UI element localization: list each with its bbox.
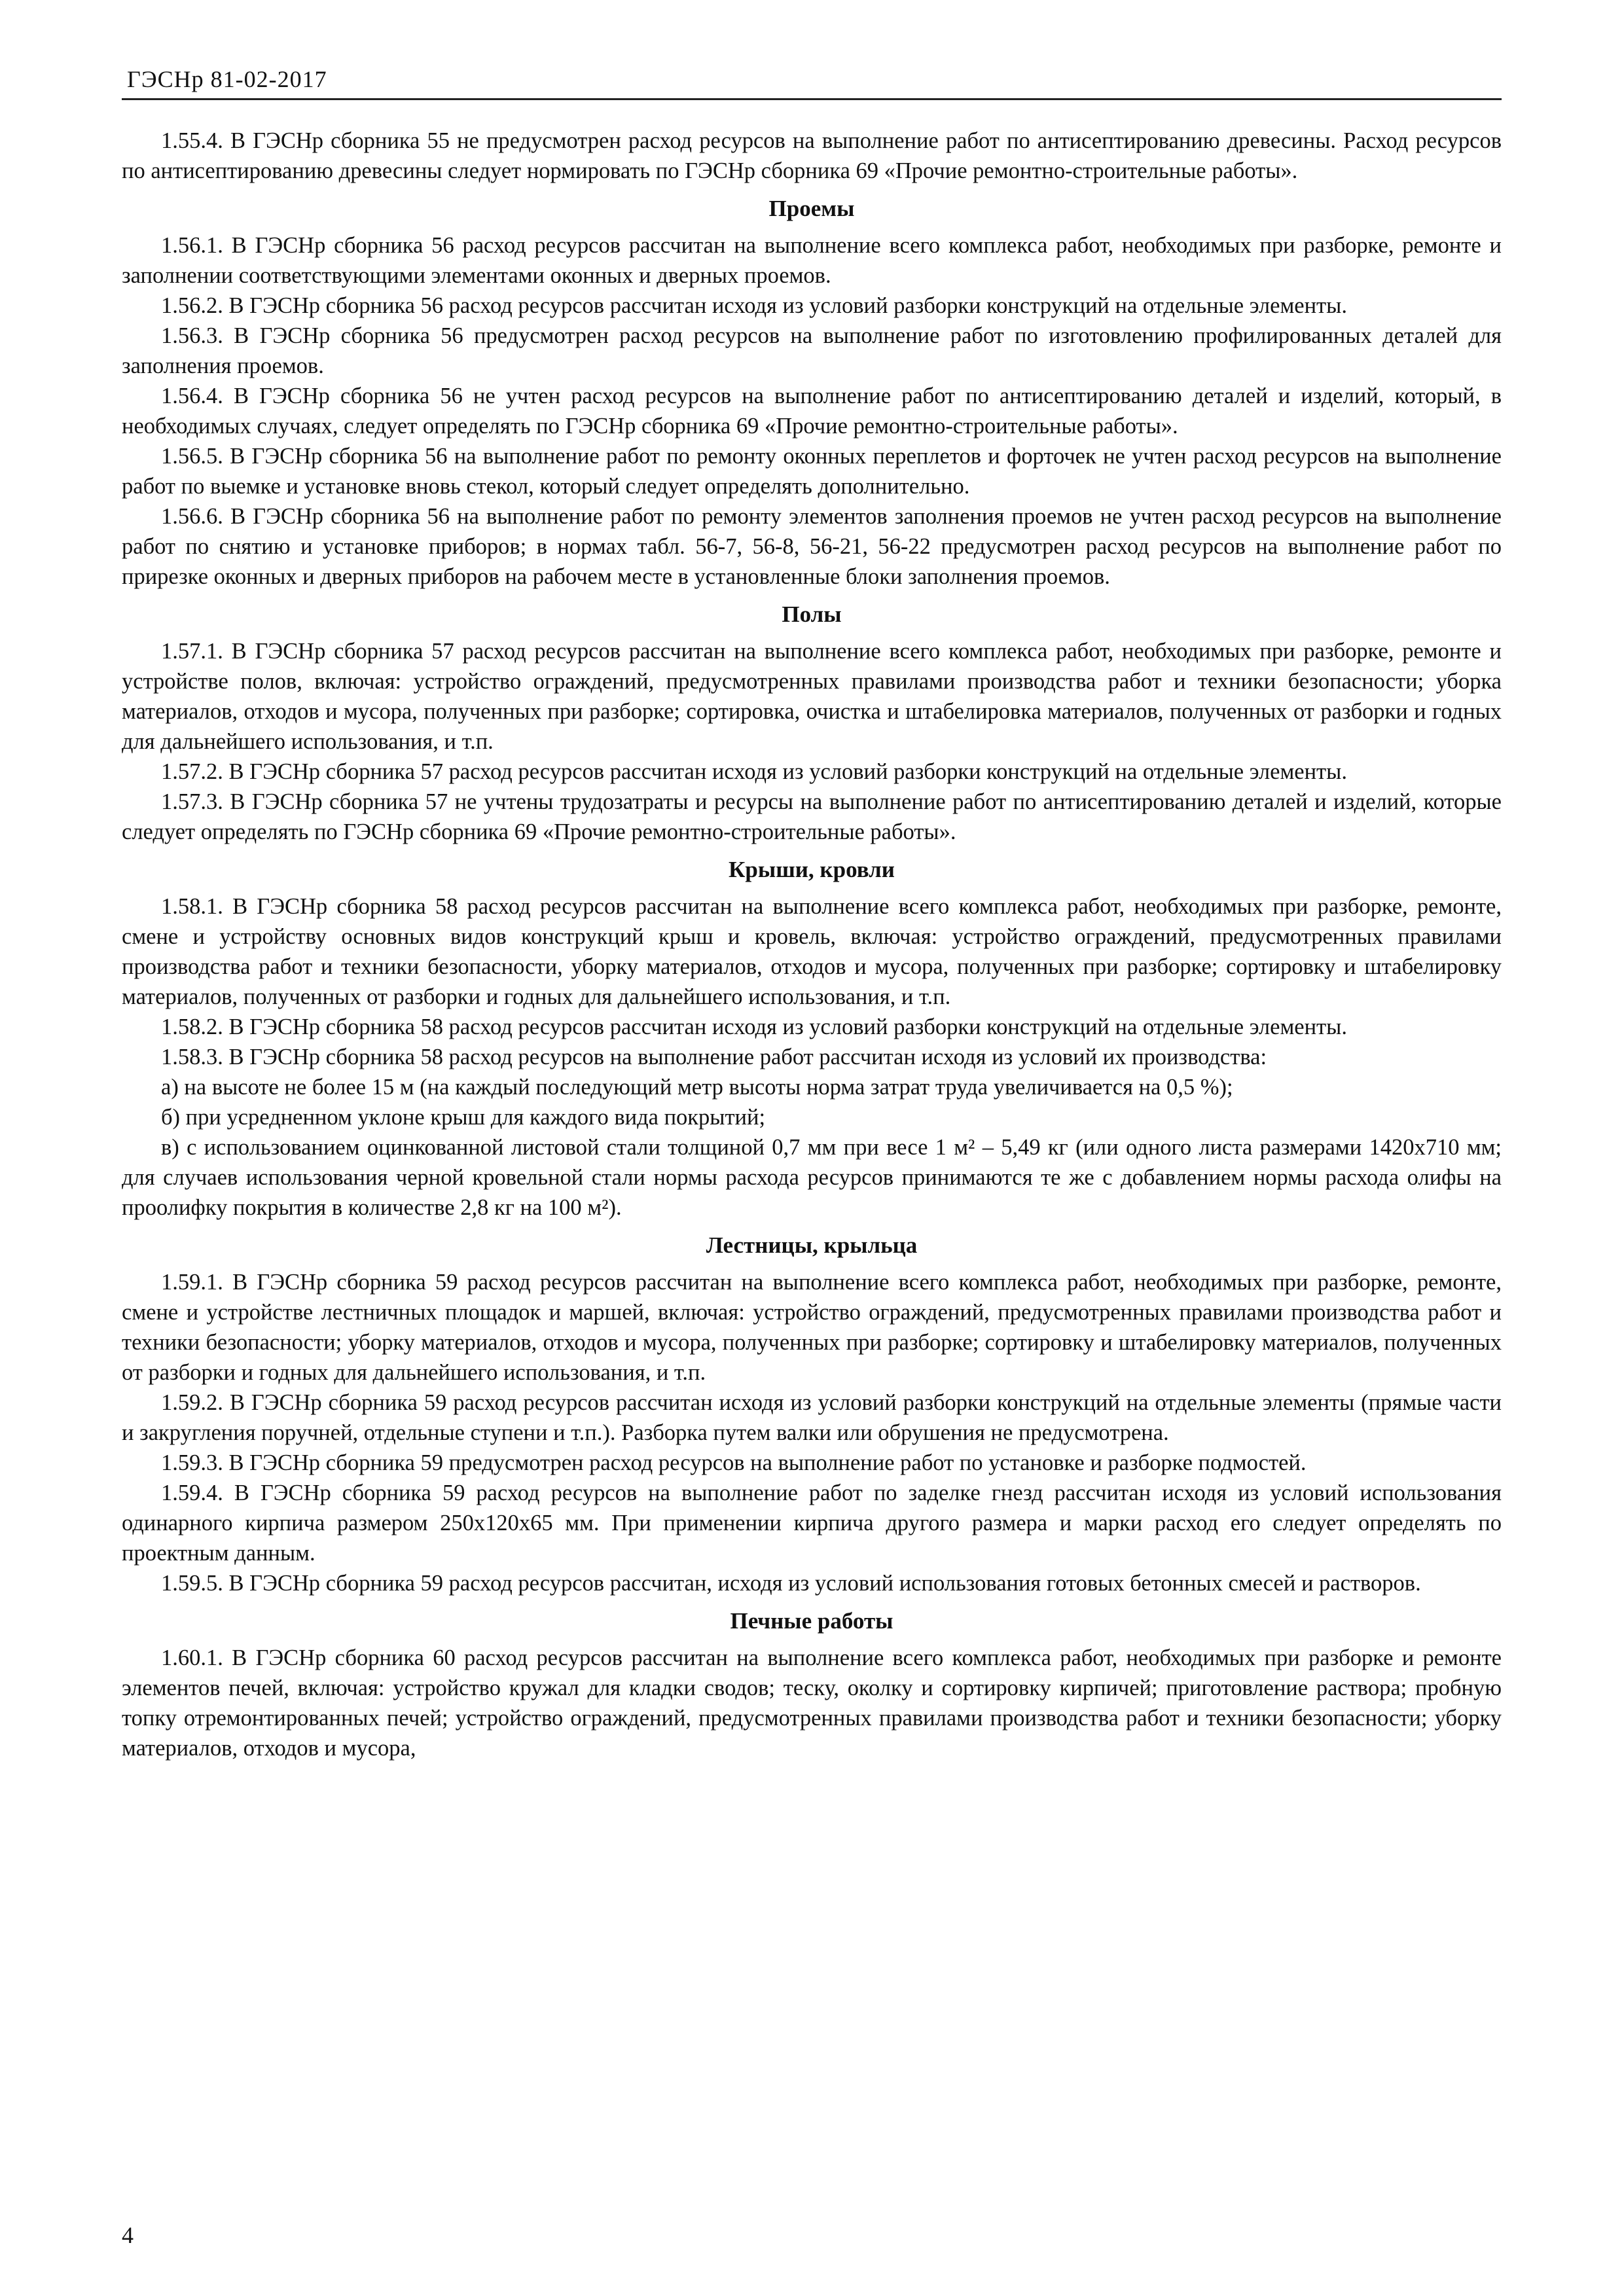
paragraph: 1.55.4. В ГЭСНр сборника 55 не предусмотрен расход ресурсов на выполнение работ по антисептированию древесины. Расход ресурсов по антисептированию древесины следует нормировать по ГЭСНр сборника 69 «Прочие ремонтно-строительные работы».	[122, 128, 1502, 183]
paragraph: 1.59.5. В ГЭСНр сборника 59 расход ресурсов рассчитан, исходя из условий использования готовых бетонных смесей и растворов.	[161, 1571, 1421, 1596]
paragraph: 1.57.1. В ГЭСНр сборника 57 расход ресурсов рассчитан на выполнение всего комплекса работ, необходимых при разборке, ремонте и устройстве полов, включая: устройство ограждений, предусмотренных правилами производства работ и техники безопасности; уборка материалов, отходов и мусора, полученных при разборке; сортировка, очистка и штабелировка материалов, полученных от разборки и годных для дальнейшего использования, и т.п.	[122, 639, 1502, 754]
paragraph: 1.60.1. В ГЭСНр сборника 60 расход ресурсов рассчитан на выполнение всего комплекса работ, необходимых при разборке и ремонте элементов печей, включая: устройство кружал для кладки сводов; теску, околку и сортировку кирпичей; приготовление раствора; пробную топку отремонтированных печей; устройство ограждений, предусмотренных правилами производства работ и техники безопасности; уборку материалов, отходов и мусора,	[122, 1645, 1502, 1761]
paragraph: 1.56.4. В ГЭСНр сборника 56 не учтен расход ресурсов на выполнение работ по антисептированию деталей и изделий, который, в необходимых случаях, следует определять по ГЭСНр сборника 69 «Прочие ремонтно-строительные работы».	[122, 384, 1502, 439]
paragraph: 1.56.1. В ГЭСНр сборника 56 расход ресурсов рассчитан на выполнение всего комплекса работ, необходимых при разборке, ремонте и заполнении соответствующими элементами оконных и дверных проемов.	[122, 233, 1502, 288]
paragraph: 1.59.2. В ГЭСНр сборника 59 расход ресурсов рассчитан исходя из условий разборки конструкций на отдельные элементы (прямые части и закругления поручней, отдельные ступени и т.п.). Разборка путем валки или обрушения не предусмотрена.	[122, 1390, 1502, 1445]
paragraph: в) с использованием оцинкованной листовой стали толщиной 0,7 мм при весе 1 м² – 5,49 кг (или одного листа размерами 1420х710 мм; для случаев использования черной кровельной стали нормы расхода ресурсов принимаются те же с добавлением нормы расхода олифы на проолифку покрытия в количестве 2,8 кг на 100 м²).	[122, 1135, 1502, 1220]
paragraph: 1.58.2. В ГЭСНр сборника 58 расход ресурсов рассчитан исходя из условий разборки конструкций на отдельные элементы.	[161, 1014, 1347, 1039]
paragraph: 1.58.3. В ГЭСНр сборника 58 расход ресурсов на выполнение работ рассчитан исходя из условий их производства:	[161, 1045, 1267, 1069]
paragraph: б) при усредненном уклоне крыш для каждого вида покрытий;	[161, 1105, 766, 1130]
section-heading: Печные работы	[730, 1608, 893, 1634]
section-heading: Крыши, кровли	[729, 857, 895, 882]
section-heading: Проемы	[768, 196, 855, 221]
document-code: ГЭСНр 81-02-2017	[127, 66, 327, 92]
paragraph: 1.59.3. В ГЭСНр сборника 59 предусмотрен расход ресурсов на выполнение работ по установке и разборке подмостей.	[161, 1450, 1307, 1475]
paragraph: 1.56.2. В ГЭСНр сборника 56 расход ресурсов рассчитан исходя из условий разборки конструкций на отдельные элементы.	[161, 293, 1347, 318]
page-content	[122, 126, 1502, 1763]
paragraph: 1.58.1. В ГЭСНр сборника 58 расход ресурсов рассчитан на выполнение всего комплекса работ, необходимых при разборке, ремонте, смене и устройству основных видов конструкций крыш и кровель, включая: устройство ограждений, предусмотренных правилами производства работ и техники безопасности, уборку материалов, отходов и мусора, полученных при разборке; сортировку и штабелировку материалов, полученных от разборки и годных для дальнейшего использования, и т.п.	[122, 894, 1502, 1009]
paragraph: 1.59.4. В ГЭСНр сборника 59 расход ресурсов на выполнение работ по заделке гнезд рассчитан исходя из условий использования одинарного кирпича размером 250х120х65 мм. При применении кирпича другого размера и марки расход его следует определять по проектным данным.	[122, 1480, 1502, 1566]
paragraph: 1.56.3. В ГЭСНр сборника 56 предусмотрен расход ресурсов на выполнение работ по изготовлению профилированных деталей для заполнения проемов.	[122, 323, 1502, 378]
paragraph: 1.57.2. В ГЭСНр сборника 57 расход ресурсов рассчитан исходя из условий разборки конструкций на отдельные элементы.	[161, 759, 1347, 784]
paragraph: а) на высоте не более 15 м (на каждый последующий метр высоты норма затрат труда увеличивается на 0,5 %);	[161, 1075, 1233, 1100]
page-header	[122, 60, 1502, 100]
paragraph: 1.56.5. В ГЭСНр сборника 56 на выполнение работ по ремонту оконных переплетов и форточек не учтен расход ресурсов на выполнение работ по выемке и установке вновь стекол, который следует определять дополнительно.	[122, 444, 1502, 499]
paragraph: 1.59.1. В ГЭСНр сборника 59 расход ресурсов рассчитан на выполнение всего комплекса работ, необходимых при разборке, ремонте, смене и устройстве лестничных площадок и маршей, включая: устройство ограждений, предусмотренных правилами производства работ и техники безопасности; уборку материалов, отходов и мусора, полученных при разборке; сортировку и штабелировку материалов, полученных от разборки и годных для дальнейшего использования, и т.п.	[122, 1270, 1502, 1385]
section-heading: Лестницы, крыльца	[706, 1232, 918, 1258]
section-heading: Полы	[782, 601, 842, 627]
page-number: 4	[122, 2222, 134, 2248]
paragraph: 1.56.6. В ГЭСНр сборника 56 на выполнение работ по ремонту элементов заполнения проемов не учтен расход ресурсов на выполнение работ по снятию и установке приборов; в нормах табл. 56-7, 56-8, 56-21, 56-22 предусмотрен расход ресурсов на выполнение работ по прирезке оконных и дверных приборов на рабочем месте в установленные блоки заполнения проемов.	[122, 504, 1502, 589]
paragraph: 1.57.3. В ГЭСНр сборника 57 не учтены трудозатраты и ресурсы на выполнение работ по антисептированию деталей и изделий, которые следует определять по ГЭСНр сборника 69 «Прочие ремонтно-строительные работы».	[122, 789, 1502, 844]
